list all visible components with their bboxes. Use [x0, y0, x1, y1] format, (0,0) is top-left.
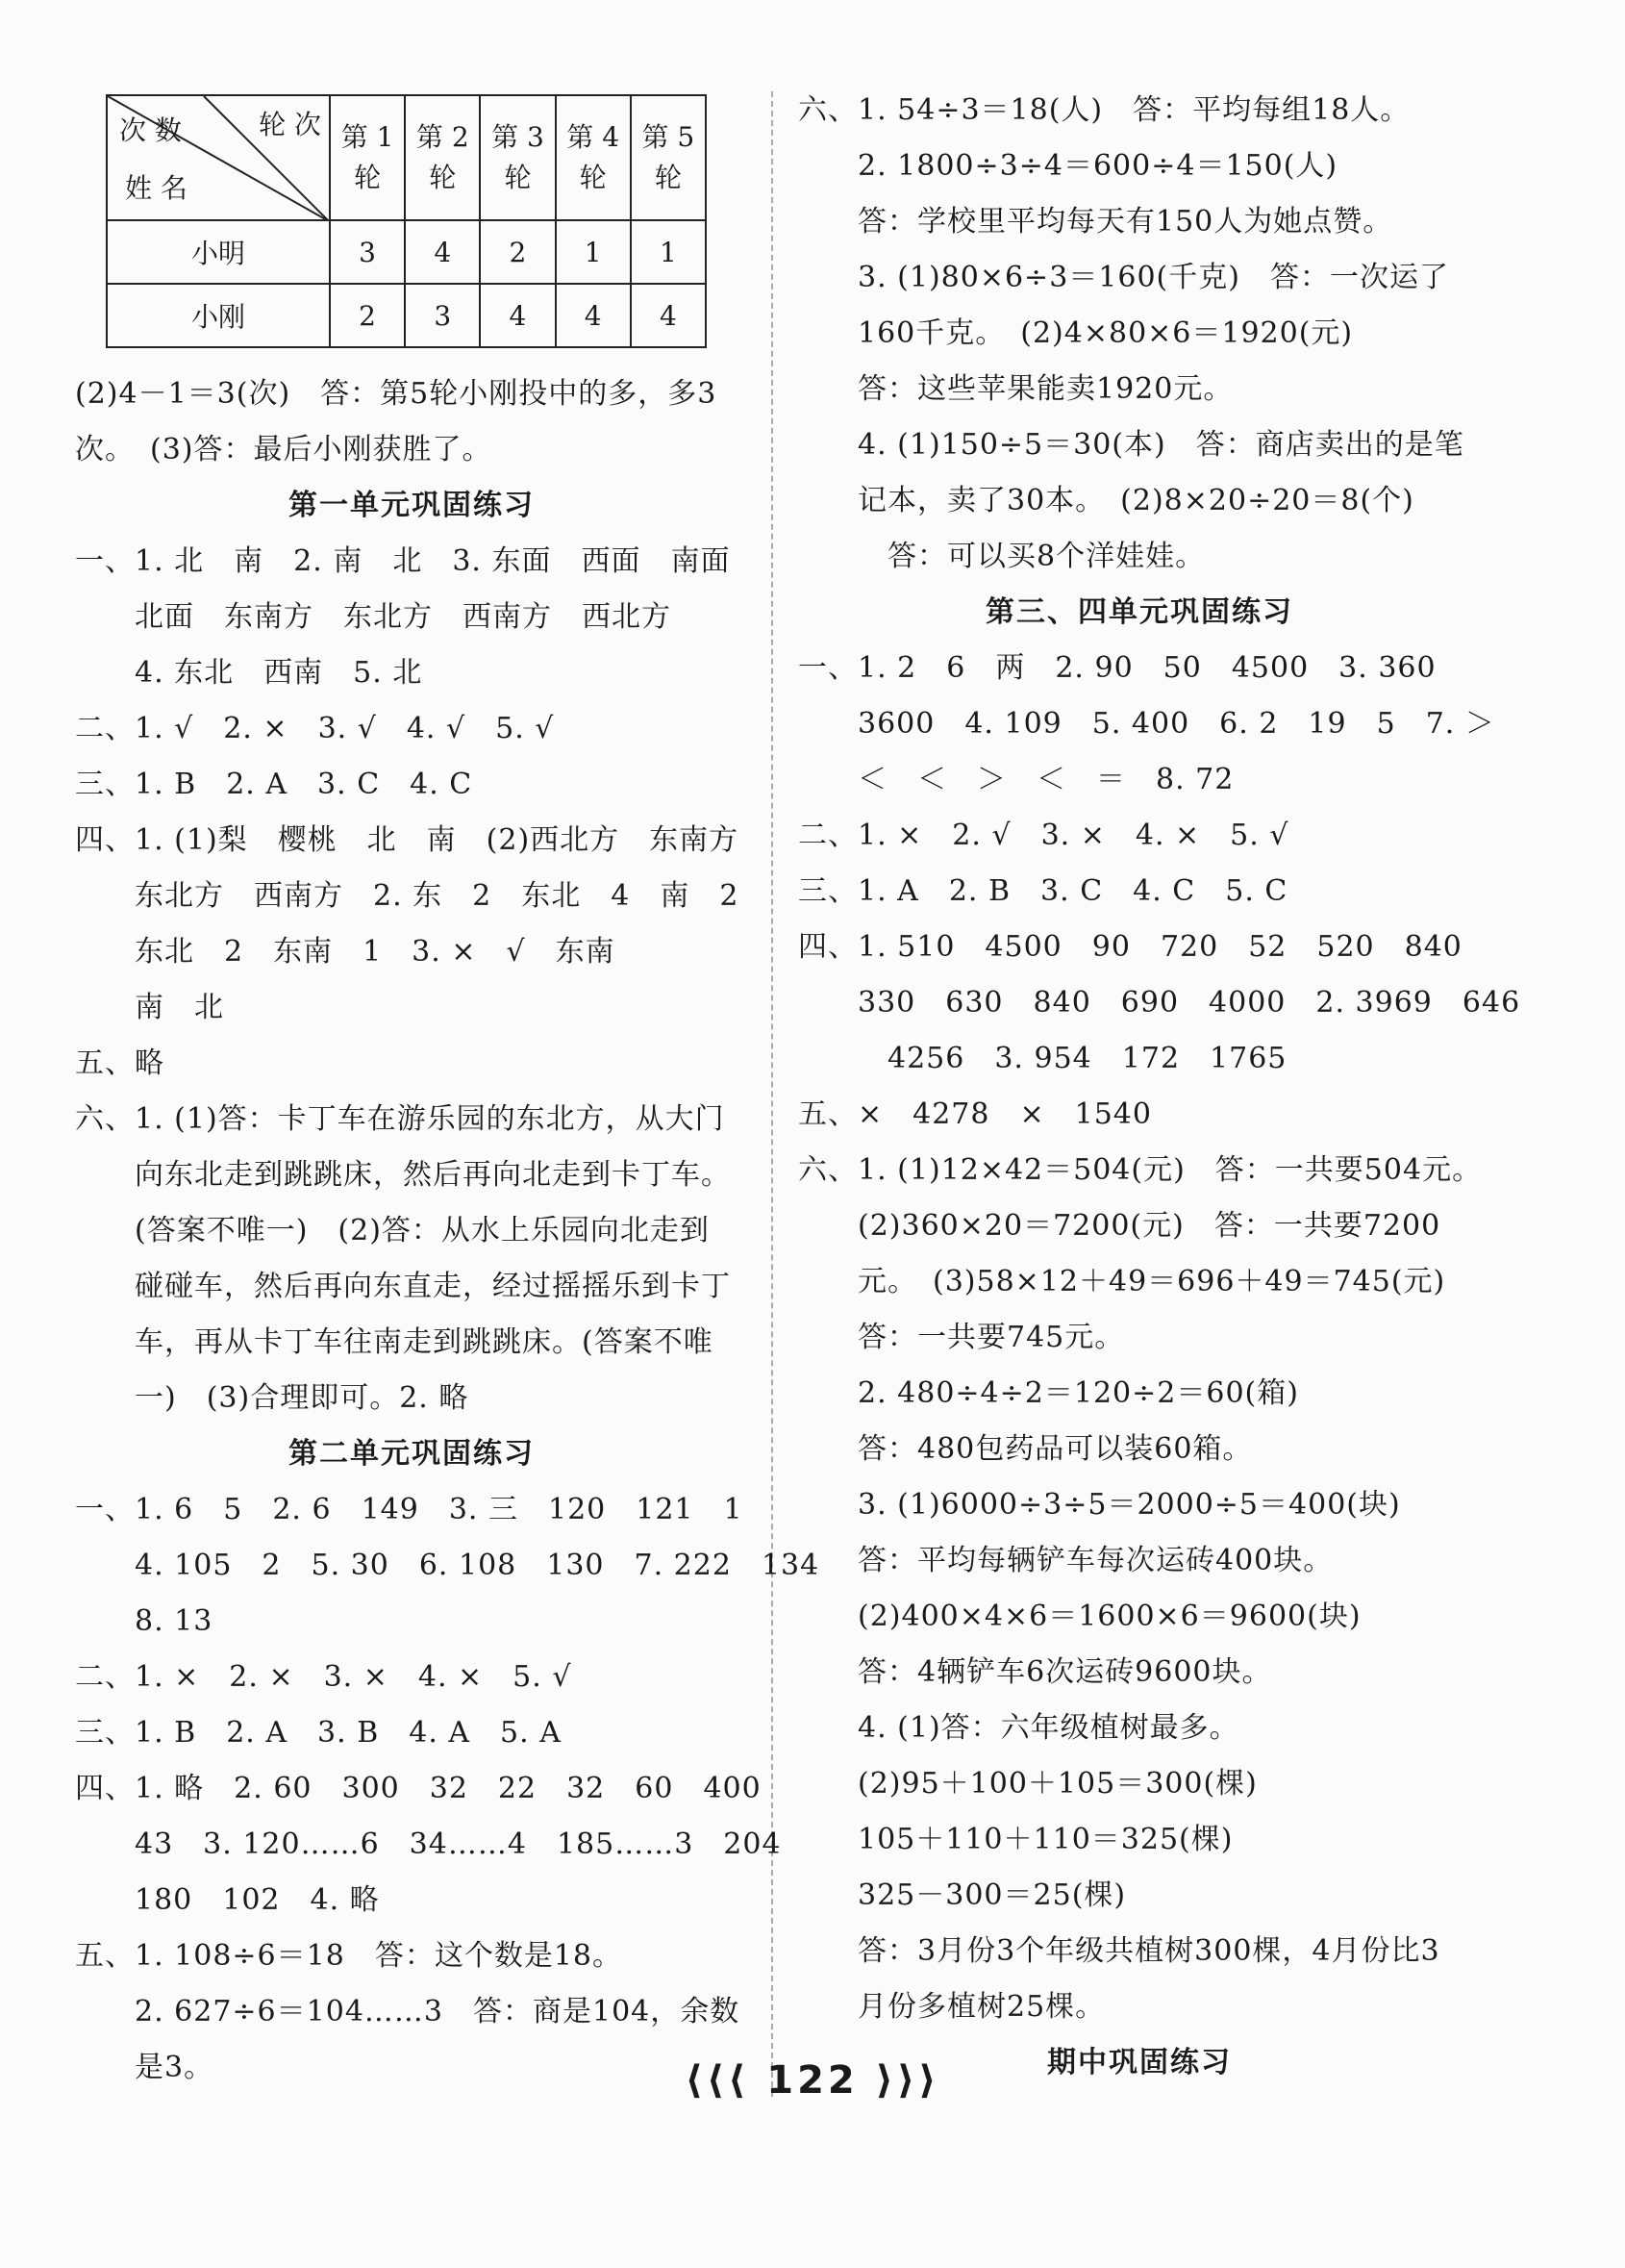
cell: 1 [556, 220, 631, 284]
answer-line: 五、1. 108÷6＝18 答：这个数是18。 [75, 1939, 622, 1973]
table-corner-header [107, 95, 330, 220]
answer-line: 4. (1)答：六年级植树最多。 [798, 1711, 1239, 1745]
answer-line: (答案不唯一) (2)答：从水上乐园向北走到 [75, 1214, 710, 1247]
cell: 3 [330, 220, 405, 284]
answer-line: 四、1. 略 2. 60 300 32 22 32 60 400 [75, 1772, 762, 1805]
answer-line: 3. (1)80×6÷3＝160(千克) 答：一次运了 [798, 261, 1449, 294]
section-heading: 第三、四单元巩固练习 [986, 595, 1293, 629]
answer-line: 次。 (3)答：最后小刚获胜了。 [75, 433, 492, 466]
answer-line: 180 102 4. 略 [75, 1883, 380, 1917]
answer-line: 答：4辆铲车6次运砖9600块。 [798, 1655, 1272, 1689]
answer-line: 三、1. A 2. B 3. C 4. C 5. C [798, 874, 1288, 908]
answer-line: 答：平均每辆铲车每次运砖400块。 [798, 1544, 1334, 1577]
answer-line: 一、1. 2 6 两 2. 90 50 4500 3. 360 [798, 651, 1437, 685]
round-header: 第 3 轮 [480, 95, 555, 220]
answer-line: 答：3月份3个年级共植树300棵，4月份比3 [798, 1934, 1440, 1968]
cell: 4 [405, 220, 480, 284]
answer-line: 2. 1800÷3÷4＝600÷4＝150(人) [798, 149, 1338, 183]
section-heading: 第一单元巩固练习 [288, 489, 535, 522]
cell: 3 [405, 284, 480, 347]
answer-line: 8. 13 [75, 1604, 213, 1638]
answer-line: 325－300＝25(棵) [798, 1878, 1127, 1912]
answer-line: 二、1. × 2. √ 3. × 4. × 5. √ [798, 819, 1289, 852]
section-heading: 第二单元巩固练习 [288, 1437, 535, 1471]
cell: 4 [480, 284, 555, 347]
answer-line: 六、1. (1)答：卡丁车在游乐园的东北方，从大门 [75, 1102, 725, 1136]
answer-line: 车，再从卡丁车往南走到跳跳床。(答案不唯 [75, 1325, 713, 1359]
cell: 4 [556, 284, 631, 347]
answer-line: 4. 东北 西南 5. 北 [75, 656, 423, 690]
round-header: 第 5 轮 [631, 95, 706, 220]
answer-line: 北面 东南方 东北方 西南方 西北方 [75, 600, 671, 634]
answer-line: 一、1. 北 南 2. 南 北 3. 东面 西面 南面 [75, 544, 731, 578]
answer-line: 一、1. 6 5 2. 6 149 3. 三 120 121 1 [75, 1493, 743, 1526]
answer-line: ＜ ＜ ＞ ＜ ＝ 8. 72 [798, 763, 1235, 796]
answer-line: 4. 105 2 5. 30 6. 108 130 7. 222 134 [75, 1549, 820, 1582]
cell: 4 [631, 284, 706, 347]
row-name: 小刚 [107, 284, 330, 347]
round-header: 第 4 轮 [556, 95, 631, 220]
answer-line: 二、1. × 2. × 3. × 4. × 5. √ [75, 1660, 572, 1694]
row-name: 小明 [107, 220, 330, 284]
answer-line: 东北方 西南方 2. 东 2 东北 4 南 2 [75, 879, 739, 913]
round-header: 第 1 轮 [330, 95, 405, 220]
round-header: 第 2 轮 [405, 95, 480, 220]
column-divider [771, 91, 773, 2097]
answer-line: 答：480包药品可以装60箱。 [798, 1432, 1253, 1466]
answer-line: 碰碰车，然后再向东直走，经过摇摇乐到卡丁 [75, 1270, 731, 1303]
answer-line: 330 630 840 690 4000 2. 3969 646 [798, 986, 1521, 1020]
answer-line: 月份多植树25棵。 [798, 1990, 1106, 2024]
answer-line: 答：学校里平均每天有150人为她点赞。 [798, 205, 1393, 239]
answer-line: 答：一共要745元。 [798, 1321, 1125, 1354]
cell: 2 [330, 284, 405, 347]
answer-line: (2)400×4×6＝1600×6＝9600(块) [798, 1600, 1362, 1633]
answer-line: 4. (1)150÷5＝30(本) 答：商店卖出的是笔 [798, 428, 1464, 462]
answer-line: 答：这些苹果能卖1920元。 [798, 372, 1234, 406]
answer-line: (2)4－1＝3(次) 答：第5轮小刚投中的多，多3 [75, 377, 717, 411]
answer-line: 六、1. 54÷3＝18(人) 答：平均每组18人。 [798, 93, 1411, 127]
answer-line: 三、1. B 2. A 3. C 4. C [75, 768, 473, 801]
table-row [107, 284, 706, 347]
answer-line: 43 3. 120……6 34……4 185……3 204 [75, 1827, 782, 1861]
answer-line: 2. 627÷6＝104……3 答：商是104，余数 [75, 1995, 740, 2029]
answer-line: 4256 3. 954 172 1765 [798, 1042, 1288, 1075]
answer-line: 五、略 [75, 1046, 164, 1080]
answer-line: 160千克。 (2)4×80×6＝1920(元) [798, 316, 1354, 350]
score-table [106, 94, 707, 348]
answer-line: 记本，卖了30本。 (2)8×20÷20＝8(个) [798, 484, 1414, 517]
answer-line: 四、1. 510 4500 90 720 52 520 840 [798, 930, 1462, 964]
answer-line: 东北 2 东南 1 3. × √ 东南 [75, 935, 615, 969]
table-row [107, 220, 706, 284]
answer-line: 五、× 4278 × 1540 [798, 1097, 1152, 1131]
answer-line: 元。 (3)58×12＋49＝696＋49＝745(元) [798, 1265, 1446, 1298]
answer-line: 四、1. (1)梨 樱桃 北 南 (2)西北方 东南方 [75, 823, 739, 857]
answer-line: (2)360×20＝7200(元) 答：一共要7200 [798, 1209, 1441, 1243]
corner-label-round: 轮 次 [259, 109, 321, 140]
answer-line: 3600 4. 109 5. 400 6. 2 19 5 7. ＞ [798, 707, 1495, 741]
answer-line: 是3。 [75, 2051, 214, 2084]
corner-label-name: 姓 名 [125, 172, 188, 204]
cell: 2 [480, 220, 555, 284]
answer-line: 一) (3)合理即可。2. 略 [75, 1381, 469, 1415]
answer-line: 105＋110＋110＝325(棵) [798, 1823, 1234, 1856]
corner-label-count: 次 数 [119, 114, 182, 146]
page-number: ⟨⟨⟨ 122 ⟩⟩⟩ [685, 2058, 940, 2103]
section-heading: 期中巩固练习 [1047, 2046, 1232, 2079]
cell: 1 [631, 220, 706, 284]
answer-line: 二、1. √ 2. × 3. √ 4. √ 5. √ [75, 712, 555, 745]
answer-line: 三、1. B 2. A 3. B 4. A 5. A [75, 1716, 562, 1750]
answer-line: 3. (1)6000÷3÷5＝2000÷5＝400(块) [798, 1488, 1401, 1522]
answer-line: 2. 480÷4÷2＝120÷2＝60(箱) [798, 1376, 1299, 1410]
answer-line: 六、1. (1)12×42＝504(元) 答：一共要504元。 [798, 1153, 1483, 1187]
answer-line: 南 北 [75, 991, 224, 1024]
answer-line: 答：可以买8个洋娃娃。 [798, 540, 1206, 573]
answer-line: 向东北走到跳跳床，然后再向北走到卡丁车。 [75, 1158, 731, 1192]
answer-line: (2)95＋100＋105＝300(棵) [798, 1767, 1258, 1801]
